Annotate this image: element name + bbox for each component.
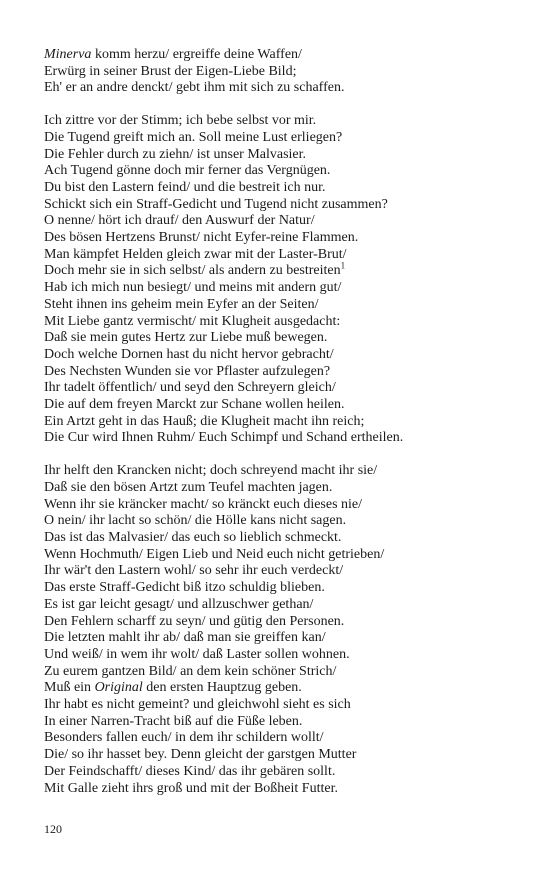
verse-line	[44, 414, 514, 431]
verse-text: In einer Narren-Tracht biß auf die Füße leben.	[44, 713, 303, 729]
verse-line	[44, 180, 514, 197]
italic-word: Original	[94, 680, 143, 696]
verse-text: Daß sie mein gutes Hertz zur Liebe muß bewegen.	[44, 330, 328, 346]
verse-line	[44, 347, 514, 364]
verse-text: Wenn ihr sie kräncker macht/ so kränckt euch dieses nie/	[44, 496, 363, 512]
verse-line	[44, 380, 514, 397]
verse-text: O nenne/ hört ich drauf/ den Auswurf der Natur/	[44, 213, 315, 229]
verse-text: Muß ein	[44, 680, 95, 696]
verse-line	[44, 497, 514, 514]
verse-line	[44, 781, 514, 798]
verse-line	[44, 230, 514, 247]
verse-text: Der Feindschafft/ dieses Kind/ das ihr gebären sollt.	[44, 763, 336, 779]
verse-line	[44, 664, 514, 681]
verse-line	[44, 614, 514, 631]
verse-text: Das ist das Malvasier/ das euch so lieblich schmeckt.	[44, 529, 342, 545]
verse-text: Schickt sich ein Straff-Gedicht und Tugend nicht zusammen?	[44, 196, 388, 212]
verse-text: Zu eurem gantzen Bild/ an dem kein schöner Strich/	[44, 663, 337, 679]
verse-line	[44, 147, 514, 164]
stanza	[44, 463, 514, 797]
verse-text: Und weiß/ in wem ihr wolt/ daß Laster sollen wohnen.	[44, 646, 350, 662]
verse-text: Eh' er an andre denckt/ gebt ihm mit sich zu schaffen.	[44, 80, 345, 96]
verse-text: Ach Tugend gönne doch mir ferner das Vergnügen.	[44, 163, 331, 179]
verse-text: Doch welche Dornen hast du nicht hervor gebracht/	[44, 346, 334, 362]
verse-line	[44, 247, 514, 264]
verse-text: den ersten Hauptzug geben.	[142, 680, 302, 696]
verse-line	[44, 680, 514, 697]
verse-text: O nein/ ihr lacht so schön/ die Hölle kans nicht sagen.	[44, 513, 347, 529]
page-number: 120	[44, 822, 62, 836]
verse-line	[44, 530, 514, 547]
verse-text: Hab ich mich nun besiegt/ und meins mit andern gut/	[44, 280, 342, 296]
verse-line	[44, 730, 514, 747]
verse-line	[44, 513, 514, 530]
verse-text: Die letzten mahlt ihr ab/ daß man sie greiffen kan/	[44, 630, 326, 646]
verse-text: Das erste Straff-Gedicht biß itzo schuldig blieben.	[44, 580, 325, 596]
verse-text: Doch mehr sie in sich selbst/ als andern zu bestreiten	[44, 263, 341, 279]
verse-line	[44, 364, 514, 381]
verse-line	[44, 463, 514, 480]
verse-line	[44, 563, 514, 580]
verse-text: Die Tugend greift mich an. Soll meine Lust erliegen?	[44, 129, 343, 145]
footnote-marker[interactable]: 1	[340, 260, 346, 271]
verse-text: Es ist gar leicht gesagt/ und allzuschwer gethan/	[44, 596, 314, 612]
italic-word: Minerva	[44, 47, 92, 62]
verse-text: Man kämpfet Helden gleich zwar mit der Laster-Brut/	[44, 246, 347, 262]
verse-line	[44, 113, 514, 130]
verse-text: Daß sie den bösen Artzt zum Teufel machten jagen.	[44, 479, 333, 495]
verse-line	[44, 547, 514, 564]
verse-text: Die Cur wird Ihnen Ruhm/ Euch Schimpf und Schand ertheilen.	[44, 430, 404, 446]
verse-text: Den Fehlern scharff zu seyn/ und gütig den Personen.	[44, 613, 345, 629]
verse-text: Du bist den Lastern feind/ und die bestreit ich nur.	[44, 179, 326, 195]
verse-text: Ein Artzt geht in das Hauß; die Klugheit macht ihn reich;	[44, 413, 365, 429]
verse-line	[44, 213, 514, 230]
verse-line	[44, 80, 514, 97]
stanza	[44, 47, 514, 97]
verse-text: komm herzu/ ergreiffe deine Waffen/	[91, 47, 302, 62]
verse-line	[44, 397, 514, 414]
verse-line	[44, 430, 514, 447]
verse-line	[44, 64, 514, 81]
verse-text: Ihr tadelt öffentlich/ und seyd den Schreyern gleich/	[44, 380, 336, 396]
verse-text: Des bösen Hertzens Brunst/ nicht Eyfer-reine Flammen.	[44, 230, 359, 246]
verse-line	[44, 47, 514, 64]
verse-text: Mit Liebe gantz vermischt/ mit Klugheit ausgedacht:	[44, 313, 341, 329]
verse-line	[44, 714, 514, 731]
verse-line	[44, 260, 514, 280]
verse-line	[44, 197, 514, 214]
verse-line	[44, 630, 514, 647]
verse-text: Ihr habt es nicht gemeint? und gleichwohl sieht es sich	[44, 697, 351, 713]
verse-line	[44, 163, 514, 180]
verse-line	[44, 480, 514, 497]
verse-text: Ihr helft den Krancken nicht; doch schreyend macht ihr sie/	[44, 463, 378, 479]
verse-line	[44, 297, 514, 314]
verse-text: Ich zittre vor der Stimm; ich bebe selbst vor mir.	[44, 113, 317, 129]
stanza	[44, 113, 514, 447]
verse-text: Die Fehler durch zu ziehn/ ist unser Malvasier.	[44, 146, 307, 162]
verse-text: Die auf dem freyen Marckt zur Schane wollen heilen.	[44, 397, 345, 413]
verse-line	[44, 597, 514, 614]
verse-text: Mit Galle zieht ihrs groß und mit der Boßheit Futter.	[44, 780, 338, 796]
verse-line	[44, 130, 514, 147]
verse-text: Besonders fallen euch/ in dem ihr schildern wollt/	[44, 730, 324, 746]
poem-text	[44, 47, 514, 797]
verse-line	[44, 280, 514, 297]
verse-line	[44, 330, 514, 347]
verse-text: Ihr wär't den Lastern wohl/ so sehr ihr euch verdeckt/	[44, 563, 344, 579]
verse-text: Erwürg in seiner Brust der Eigen-Liebe Bild;	[44, 63, 297, 79]
verse-line	[44, 314, 514, 331]
verse-line	[44, 747, 514, 764]
verse-line	[44, 764, 514, 781]
verse-text: Wenn Hochmuth/ Eigen Lieb und Neid euch nicht getrieben/	[44, 546, 385, 562]
verse-line	[44, 580, 514, 597]
verse-text: Des Nechsten Wunden sie vor Pflaster aufzulegen?	[44, 363, 331, 379]
verse-text: Steht ihnen ins geheim mein Eyfer an der Seiten/	[44, 296, 319, 312]
verse-line	[44, 697, 514, 714]
verse-text: Die/ so ihr hasset bey. Denn gleicht der garstgen Mutter	[44, 747, 357, 763]
verse-line	[44, 647, 514, 664]
